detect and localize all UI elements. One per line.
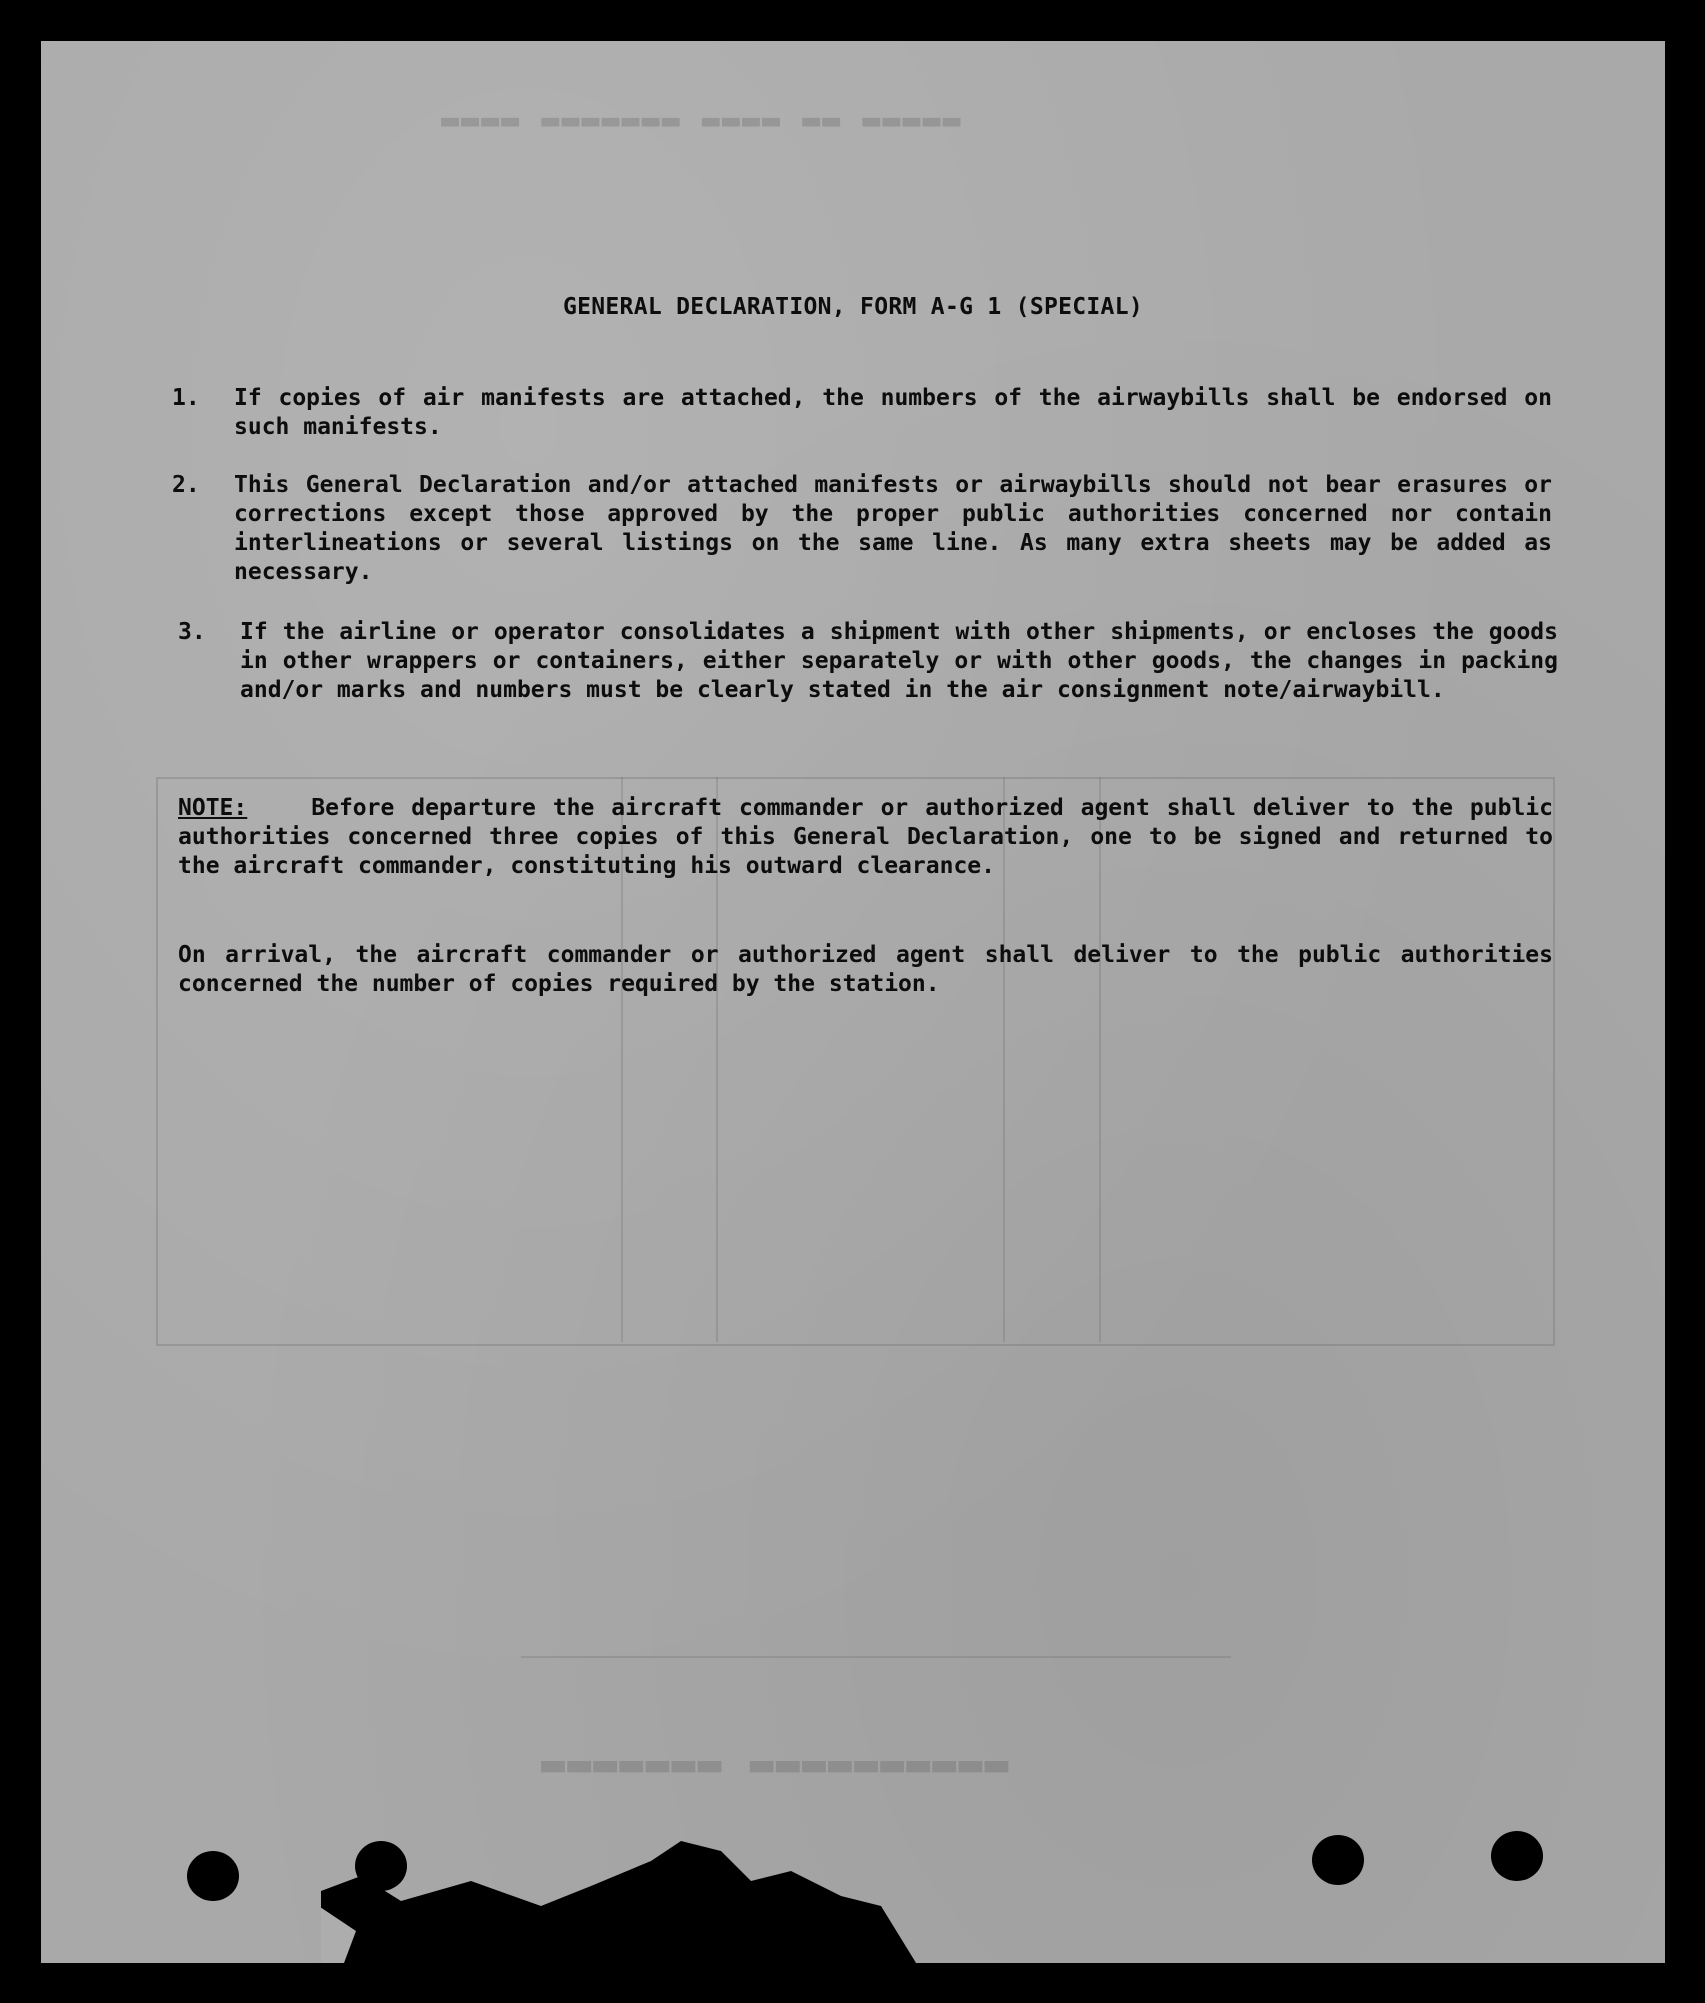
instruction-item-1 xyxy=(172,384,1552,442)
page-title: GENERAL DECLARATION, FORM A-G 1 (SPECIAL) xyxy=(562,294,1144,320)
note-text: Before departure the aircraft commander or authorized agent shall deliver to the public authorities concerned three copies of this General Declaration, one to be signed and returned to the aircraft commander, constituting his outward clearance. xyxy=(178,795,1553,879)
note-label: NOTE: xyxy=(178,795,248,821)
item-text: If the airline or operator consolidates a shipment with other shipments, or encloses the goods in other wrappers or containers, either separately or with other goods, the changes in packing and/or marks and numbers must be clearly stated in the air consignment note/airwaybill. xyxy=(240,619,1558,703)
punch-hole xyxy=(1312,1835,1364,1885)
document-page xyxy=(41,41,1665,1963)
torn-paper-area xyxy=(321,1821,921,1963)
bleed-through-line xyxy=(521,1656,1231,1658)
item-number: 3. xyxy=(178,619,206,645)
punch-hole xyxy=(187,1851,239,1901)
arrival-paragraph: On arrival, the aircraft commander or authorized agent shall deliver to the public authorities concerned the number of copies required by the station. xyxy=(178,942,1553,997)
instruction-item-2 xyxy=(172,471,1552,587)
bleed-through-stamp: ▬▬▬▬▬▬▬ ▬▬▬▬▬▬▬▬▬▬ xyxy=(541,1741,1011,1787)
item-text: This General Declaration and/or attached manifests or airwaybills should not bear erasures or corrections except those approved by the proper public authorities concerned nor contain interlineations or several listings on the same line. As many extra sheets may be added as necessary. xyxy=(234,472,1552,585)
item-text: If copies of air manifests are attached, the numbers of the airwaybills shall be endorsed on such manifests. xyxy=(234,385,1552,440)
note-paragraph xyxy=(178,794,1553,881)
punch-hole xyxy=(1491,1831,1543,1881)
instruction-item-3 xyxy=(178,618,1558,705)
bleed-through-heading: ▬▬▬▬ ▬▬▬▬▬▬▬ ▬▬▬▬ ▬▬ ▬▬▬▬▬ xyxy=(441,103,963,138)
item-number: 1. xyxy=(172,385,200,411)
item-number: 2. xyxy=(172,472,200,498)
